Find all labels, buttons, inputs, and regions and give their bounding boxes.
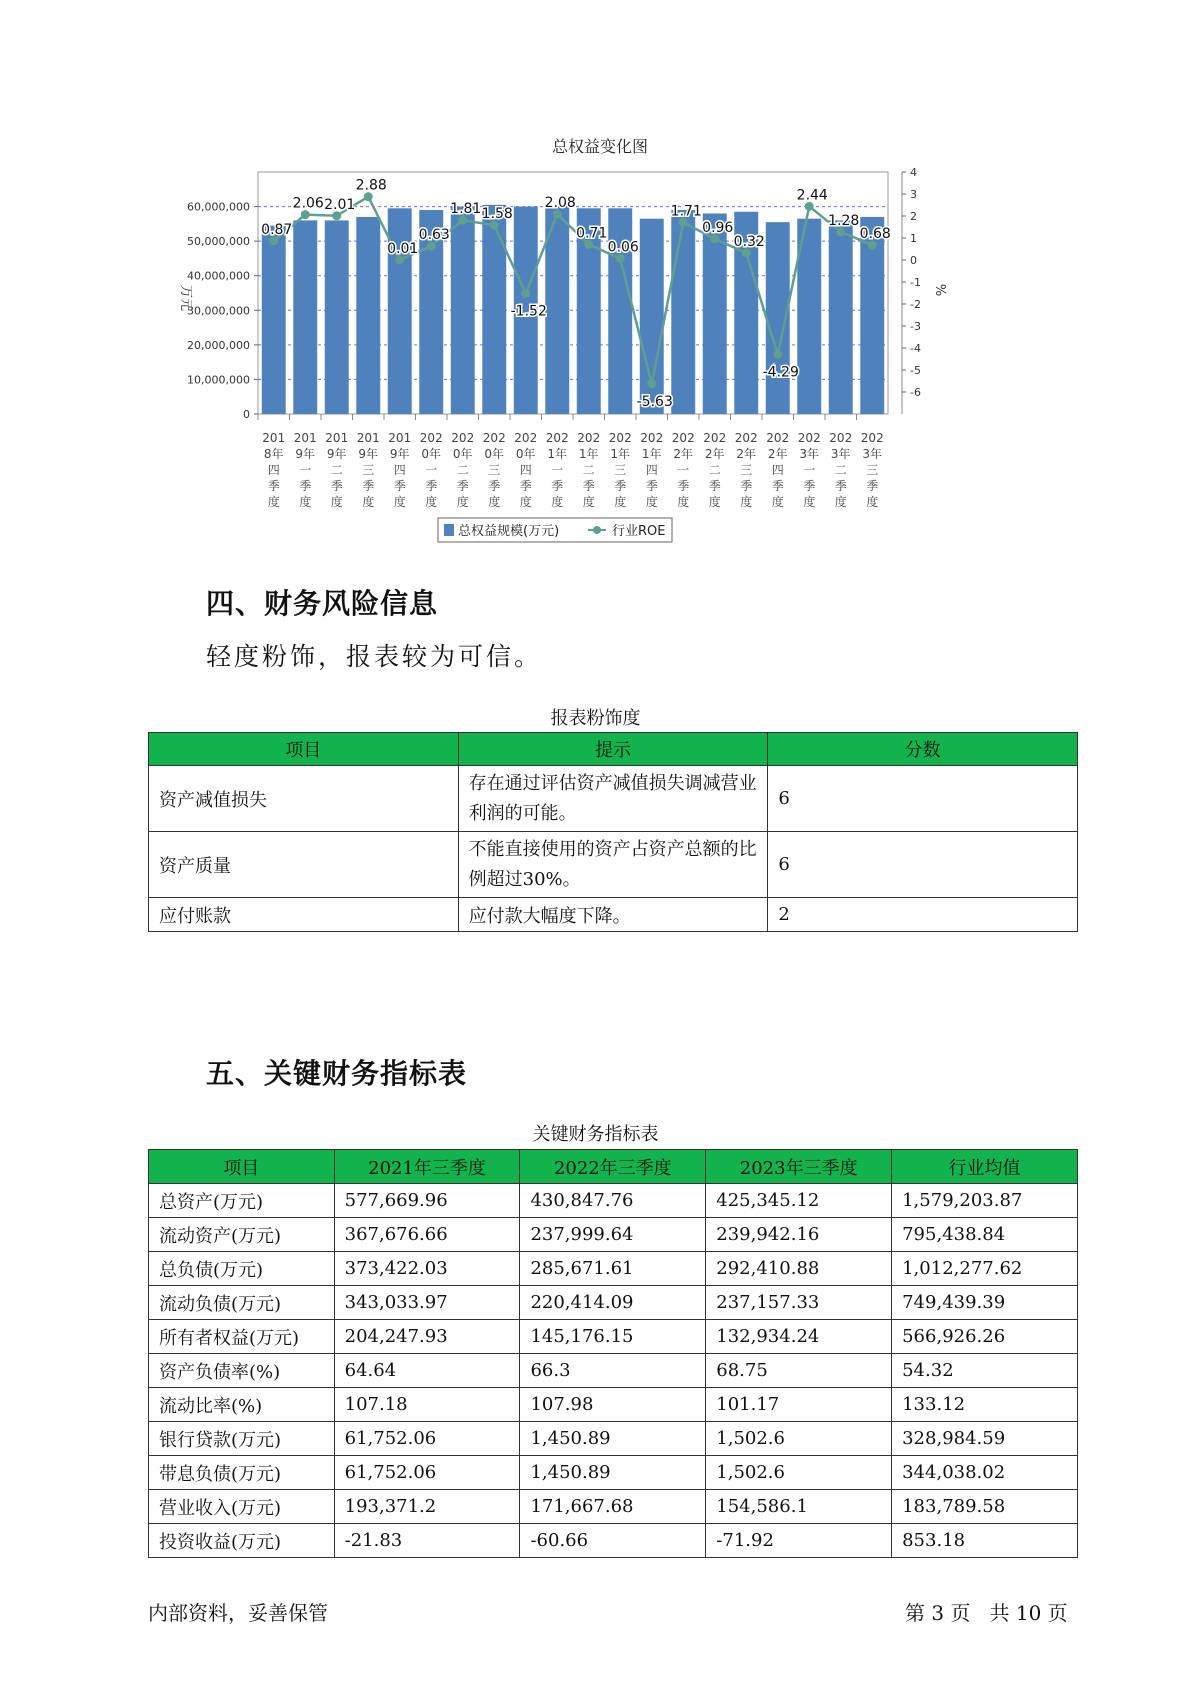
table-row: [149, 1388, 1078, 1422]
header-cell: 行业均值: [892, 1150, 1078, 1184]
hint-cell: 存在通过评估资产减值损失调减营业利润的可能。: [458, 766, 768, 832]
roe-data-label: 0.63: [418, 227, 450, 244]
y2-tick-label: 1: [910, 232, 917, 245]
indicator-value-cell: 68.75: [706, 1354, 892, 1388]
x-tick-label: 201: [262, 431, 286, 445]
x-tick-label: 0年: [452, 447, 473, 461]
header-cell: 2023年三季度: [706, 1150, 892, 1184]
x-tick-label: 一: [677, 463, 690, 477]
x-tick-label: 202: [451, 431, 475, 445]
x-tick-label: 四: [393, 463, 406, 477]
y2-tick-label: 0: [910, 254, 917, 267]
x-tick-label: 0年: [421, 447, 442, 461]
indicator-value-cell: 54.32: [892, 1354, 1078, 1388]
y-tick-label: 0: [243, 408, 250, 421]
x-tick-label: 2年: [736, 447, 757, 461]
table-row: [149, 766, 1078, 832]
y-tick-label: 40,000,000: [187, 269, 250, 283]
roe-data-label: 0.96: [702, 219, 734, 236]
y-axis-label: 万元: [178, 284, 193, 312]
x-tick-label: 度: [330, 495, 343, 509]
x-tick-label: 季: [299, 479, 312, 493]
indicator-value-cell: 220,414.09: [520, 1286, 706, 1320]
x-tick-label: 度: [488, 495, 501, 509]
x-tick-label: 季: [677, 479, 690, 493]
indicator-value-cell: 285,671.61: [520, 1252, 706, 1286]
indicator-name-cell: 银行贷款(万元): [149, 1422, 335, 1456]
equity-bar: [671, 210, 695, 414]
x-tick-label: 202: [640, 431, 664, 445]
x-tick-label: 度: [456, 495, 469, 509]
roe-data-label: 2.08: [544, 195, 576, 212]
indicator-value-cell: 343,033.97: [334, 1286, 520, 1320]
x-tick-label: 三: [866, 463, 879, 477]
category-axis: [258, 414, 884, 509]
indicator-value-cell: 1,450.89: [520, 1456, 706, 1490]
y2-tick-label: 3: [910, 188, 917, 201]
x-tick-label: 季: [582, 479, 595, 493]
indicator-value-cell: 132,934.24: [706, 1320, 892, 1354]
indicator-value-cell: 373,422.03: [334, 1252, 520, 1286]
legend-bar-label: 总权益规模(万元): [458, 524, 560, 539]
equity-bar: [482, 205, 506, 414]
x-tick-label: 度: [740, 495, 753, 509]
roe-data-label: -4.29: [762, 364, 799, 381]
equity-bar: [829, 220, 853, 414]
indicator-value-cell: 61,752.06: [334, 1456, 520, 1490]
indicator-name-cell: 流动资产(万元): [149, 1218, 335, 1252]
score-cell: 6: [768, 832, 1078, 898]
indicator-value-cell: 1,579,203.87: [892, 1184, 1078, 1218]
x-tick-label: 202: [703, 431, 727, 445]
equity-bar: [388, 208, 412, 414]
table-row: [149, 1184, 1078, 1218]
indicator-name-cell: 总资产(万元): [149, 1184, 335, 1218]
item-cell: 应付账款: [149, 898, 459, 932]
header-cell: 项目: [149, 733, 459, 766]
indicator-name-cell: 所有者权益(万元): [149, 1320, 335, 1354]
x-tick-label: 度: [582, 495, 595, 509]
indicator-name-cell: 营业收入(万元): [149, 1490, 335, 1524]
x-tick-label: 一: [425, 463, 438, 477]
indicator-value-cell: 145,176.15: [520, 1320, 706, 1354]
x-tick-label: 201: [325, 431, 349, 445]
indicator-value-cell: 154,586.1: [706, 1490, 892, 1524]
x-tick-label: 三: [362, 463, 375, 477]
roe-data-label: 2.01: [324, 196, 356, 213]
x-tick-label: 四: [771, 463, 784, 477]
x-tick-label: 季: [330, 479, 343, 493]
indicator-name-cell: 流动比率(%): [149, 1388, 335, 1422]
x-tick-label: 3年: [799, 447, 820, 461]
x-tick-label: 三: [488, 463, 501, 477]
x-tick-label: 四: [519, 463, 532, 477]
roe-data-label: 1.81: [450, 201, 482, 218]
x-tick-label: 三: [614, 463, 627, 477]
table-row: [149, 1456, 1078, 1490]
x-tick-label: 9年: [389, 447, 410, 461]
x-tick-label: 0年: [515, 447, 536, 461]
y2-tick-label: 2: [910, 210, 917, 223]
x-tick-label: 202: [860, 431, 884, 445]
indicator-value-cell: 1,502.6: [706, 1422, 892, 1456]
roe-point: [521, 289, 530, 298]
indicator-value-cell: 749,439.39: [892, 1286, 1078, 1320]
indicator-value-cell: 1,502.6: [706, 1456, 892, 1490]
window-dressing-table: [148, 732, 1078, 932]
x-tick-label: 9年: [326, 447, 347, 461]
indicator-value-cell: 430,847.76: [520, 1184, 706, 1218]
header-cell: 2021年三季度: [334, 1150, 520, 1184]
y-tick-label: 60,000,000: [187, 200, 250, 214]
indicator-value-cell: -71.92: [706, 1524, 892, 1558]
indicator-value-cell: 344,038.02: [892, 1456, 1078, 1490]
x-tick-label: 四: [645, 463, 658, 477]
y2-tick-label: -4: [910, 342, 921, 355]
footer-confidential-note: 内部资料，妥善保管: [148, 1601, 328, 1625]
roe-data-label: -5.63: [636, 393, 673, 410]
roe-data-label: 1.28: [828, 212, 860, 229]
table-row: [149, 898, 1078, 932]
x-tick-label: 度: [614, 495, 627, 509]
y-tick-label: 20,000,000: [187, 338, 250, 352]
x-tick-label: 季: [425, 479, 438, 493]
indicator-value-cell: 66.3: [520, 1354, 706, 1388]
x-tick-label: 2年: [704, 447, 725, 461]
roe-data-label: 0.06: [607, 239, 639, 256]
equity-bar: [356, 217, 380, 414]
key-indicators-table: [148, 1149, 1078, 1558]
table-caption-window-dressing: 报表粉饰度: [550, 708, 641, 729]
roe-data-label: 2.88: [355, 177, 387, 194]
x-tick-label: 202: [577, 431, 601, 445]
x-tick-label: 度: [803, 495, 816, 509]
footer-page-number: 第 3 页 共 10 页: [905, 1601, 1068, 1625]
y2-tick-label: -6: [910, 386, 921, 399]
hint-cell: 应付款大幅度下降。: [458, 898, 768, 932]
x-tick-label: 202: [734, 431, 758, 445]
roe-point: [647, 379, 656, 388]
left-axis: [187, 201, 258, 421]
indicator-name-cell: 带息负债(万元): [149, 1456, 335, 1490]
indicator-value-cell: 795,438.84: [892, 1218, 1078, 1252]
roe-data-label: 1.58: [481, 206, 513, 223]
x-tick-label: 季: [488, 479, 501, 493]
x-tick-label: 季: [803, 479, 816, 493]
right-axis: [902, 166, 921, 414]
x-tick-label: 度: [362, 495, 375, 509]
indicator-value-cell: 328,984.59: [892, 1422, 1078, 1456]
header-cell: 分数: [768, 733, 1078, 766]
indicator-value-cell: 193,371.2: [334, 1490, 520, 1524]
x-tick-label: 1年: [610, 447, 631, 461]
roe-data-label: 0.32: [733, 233, 765, 250]
y-tick-label: 50,000,000: [187, 235, 250, 249]
indicator-value-cell: 61,752.06: [334, 1422, 520, 1456]
x-tick-label: 二: [456, 463, 469, 477]
risk-summary: 轻度粉饰，报表较为可信。: [206, 642, 543, 671]
x-tick-label: 季: [551, 479, 564, 493]
x-tick-label: 1年: [641, 447, 662, 461]
x-tick-label: 202: [766, 431, 790, 445]
indicator-value-cell: 292,410.88: [706, 1252, 892, 1286]
item-cell: 资产减值损失: [149, 766, 459, 832]
x-tick-label: 202: [514, 431, 538, 445]
x-tick-label: 季: [267, 479, 280, 493]
x-tick-label: 季: [393, 479, 406, 493]
x-tick-label: 202: [829, 431, 853, 445]
y2-tick-label: -3: [910, 320, 921, 333]
score-cell: 6: [768, 766, 1078, 832]
y-tick-label: 10,000,000: [187, 373, 250, 387]
table-header-row: [149, 733, 1078, 766]
y2-tick-label: -2: [910, 298, 921, 311]
header-cell: 2022年三季度: [520, 1150, 706, 1184]
x-tick-label: 二: [582, 463, 595, 477]
indicator-name-cell: 投资收益(万元): [149, 1524, 335, 1558]
indicator-value-cell: 107.18: [334, 1388, 520, 1422]
x-tick-label: 202: [545, 431, 569, 445]
x-tick-label: 度: [677, 495, 690, 509]
equity-change-chart: [160, 130, 1040, 600]
roe-point: [773, 350, 782, 359]
legend-line-label: 行业ROE: [612, 524, 666, 539]
x-tick-label: 一: [551, 463, 564, 477]
x-tick-label: 202: [482, 431, 506, 445]
table-row: [149, 832, 1078, 898]
x-tick-label: 四: [267, 463, 280, 477]
x-tick-label: 9年: [295, 447, 316, 461]
indicator-value-cell: 239,942.16: [706, 1218, 892, 1252]
equity-bar: [293, 220, 317, 414]
x-tick-label: 9年: [358, 447, 379, 461]
header-cell: 项目: [149, 1150, 335, 1184]
x-tick-label: 0年: [484, 447, 505, 461]
indicator-value-cell: 1,450.89: [520, 1422, 706, 1456]
x-tick-label: 3年: [830, 447, 851, 461]
indicator-value-cell: 64.64: [334, 1354, 520, 1388]
indicator-value-cell: 171,667.68: [520, 1490, 706, 1524]
y2-tick-label: -5: [910, 364, 921, 377]
score-cell: 2: [768, 898, 1078, 932]
table-header-row: [149, 1150, 1078, 1184]
table-row: [149, 1218, 1078, 1252]
legend-bar-swatch: [444, 524, 454, 536]
chart-title: 总权益变化图: [551, 137, 649, 156]
x-tick-label: 一: [299, 463, 312, 477]
indicator-value-cell: 425,345.12: [706, 1184, 892, 1218]
y2-tick-label: -1: [910, 276, 921, 289]
x-tick-label: 202: [671, 431, 695, 445]
x-tick-label: 度: [519, 495, 532, 509]
x-tick-label: 季: [519, 479, 532, 493]
x-tick-label: 二: [330, 463, 343, 477]
x-tick-label: 度: [771, 495, 784, 509]
x-tick-label: 二: [708, 463, 721, 477]
table-row: [149, 1286, 1078, 1320]
item-cell: 资产质量: [149, 832, 459, 898]
x-tick-label: 2年: [767, 447, 788, 461]
table-row: [149, 1490, 1078, 1524]
roe-data-label: 0.71: [576, 225, 608, 242]
chart-legend: [438, 518, 672, 542]
indicator-value-cell: 1,012,277.62: [892, 1252, 1078, 1286]
x-tick-label: 季: [866, 479, 879, 493]
x-tick-label: 1年: [547, 447, 568, 461]
x-tick-label: 2年: [673, 447, 694, 461]
x-tick-label: 201: [388, 431, 412, 445]
legend-line-marker: [593, 526, 601, 534]
x-tick-label: 201: [293, 431, 317, 445]
indicator-value-cell: 101.17: [706, 1388, 892, 1422]
y2-tick-label: 4: [910, 166, 917, 179]
indicator-value-cell: 133.12: [892, 1388, 1078, 1422]
roe-data-label: 2.44: [796, 187, 828, 204]
x-tick-label: 季: [362, 479, 375, 493]
indicator-name-cell: 流动负债(万元): [149, 1286, 335, 1320]
x-tick-label: 三: [740, 463, 753, 477]
y2-axis-label: %: [932, 283, 947, 297]
indicator-name-cell: 资产负债率(%): [149, 1354, 335, 1388]
x-tick-label: 季: [456, 479, 469, 493]
x-tick-label: 202: [419, 431, 443, 445]
header-cell: 提示: [458, 733, 768, 766]
equity-bar: [262, 226, 286, 414]
equity-bar: [451, 207, 475, 414]
x-tick-label: 季: [834, 479, 847, 493]
x-tick-label: 季: [708, 479, 721, 493]
indicator-value-cell: 853.18: [892, 1524, 1078, 1558]
x-tick-label: 度: [267, 495, 280, 509]
x-tick-label: 季: [771, 479, 784, 493]
x-tick-label: 二: [834, 463, 847, 477]
y-tick-label: 30,000,000: [187, 304, 250, 318]
x-tick-label: 3年: [862, 447, 883, 461]
section-heading-financial-risk: 四、财务风险信息: [206, 587, 439, 620]
x-tick-label: 度: [393, 495, 406, 509]
indicator-value-cell: 237,157.33: [706, 1286, 892, 1320]
x-tick-label: 度: [708, 495, 721, 509]
x-tick-label: 度: [645, 495, 658, 509]
table-row: [149, 1320, 1078, 1354]
indicator-value-cell: 183,789.58: [892, 1490, 1078, 1524]
indicator-value-cell: 566,926.26: [892, 1320, 1078, 1354]
x-tick-label: 季: [740, 479, 753, 493]
table-row: [149, 1252, 1078, 1286]
hint-cell: 不能直接使用的资产占资产总额的比例超过30%。: [458, 832, 768, 898]
x-tick-label: 度: [299, 495, 312, 509]
table-row: [149, 1524, 1078, 1558]
table-row: [149, 1354, 1078, 1388]
roe-data-label: 1.71: [670, 203, 702, 220]
indicator-value-cell: 367,676.66: [334, 1218, 520, 1252]
indicator-value-cell: 577,669.96: [334, 1184, 520, 1218]
indicator-value-cell: -60.66: [520, 1524, 706, 1558]
x-tick-label: 度: [834, 495, 847, 509]
section-heading-key-indicators: 五、关键财务指标表: [206, 1057, 468, 1090]
x-tick-label: 1年: [578, 447, 599, 461]
indicator-value-cell: -21.83: [334, 1524, 520, 1558]
roe-data-label: -1.52: [510, 303, 547, 320]
equity-bar: [325, 220, 349, 414]
roe-data-label: 0.68: [859, 226, 891, 243]
indicator-value-cell: 237,999.64: [520, 1218, 706, 1252]
x-tick-label: 季: [645, 479, 658, 493]
table-row: [149, 1422, 1078, 1456]
roe-data-label: 0.01: [387, 240, 419, 257]
indicator-value-cell: 204,247.93: [334, 1320, 520, 1354]
x-tick-label: 8年: [263, 447, 284, 461]
x-tick-label: 度: [425, 495, 438, 509]
roe-data-label: 2.06: [292, 195, 324, 212]
roe-data-label: 0.87: [261, 221, 293, 238]
x-tick-label: 季: [614, 479, 627, 493]
x-tick-label: 度: [866, 495, 879, 509]
indicator-name-cell: 总负债(万元): [149, 1252, 335, 1286]
x-tick-label: 一: [803, 463, 816, 477]
x-tick-label: 201: [356, 431, 380, 445]
x-tick-label: 202: [797, 431, 821, 445]
x-tick-label: 202: [608, 431, 632, 445]
indicator-value-cell: 107.98: [520, 1388, 706, 1422]
table-caption-key-indicators: 关键财务指标表: [532, 1124, 659, 1145]
x-tick-label: 度: [551, 495, 564, 509]
